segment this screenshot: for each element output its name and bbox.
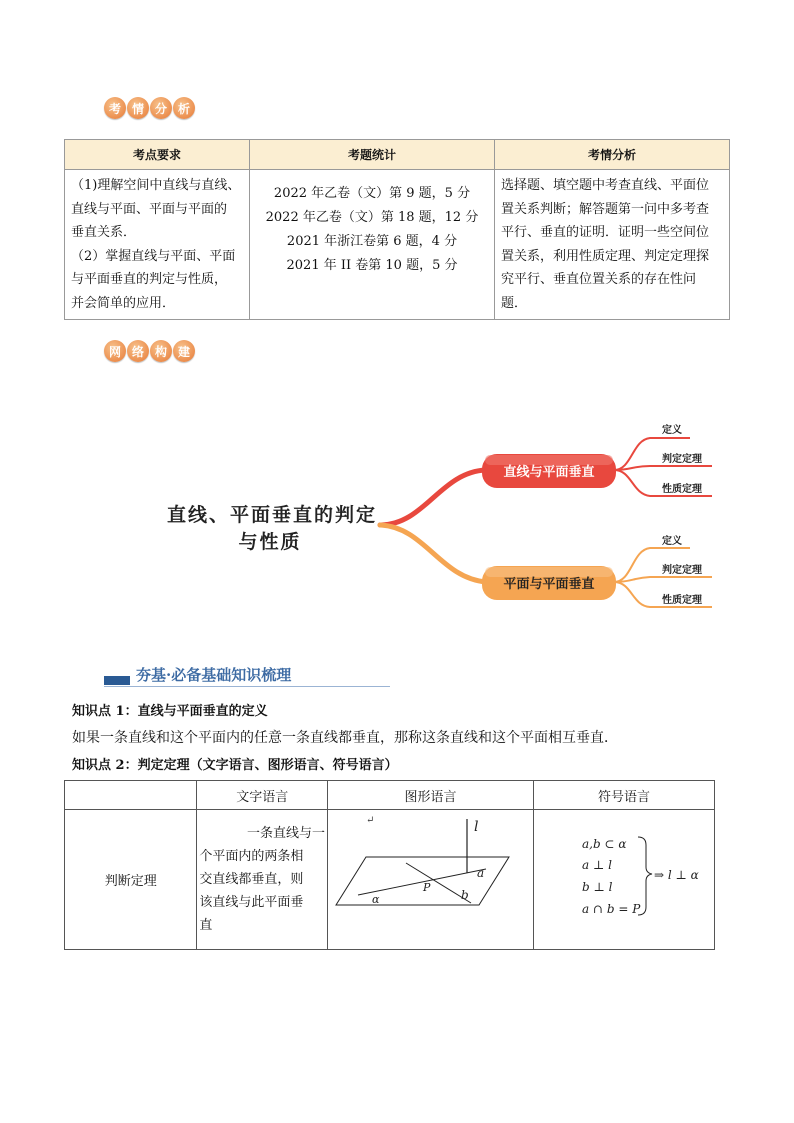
header-text-language: 文字语言	[197, 781, 328, 810]
mindmap-center-line1: 直线、平面垂直的判定	[166, 504, 378, 526]
row-label: 判断定理	[65, 810, 197, 950]
stat-line: 2022 年乙卷（文）第 9 题，5 分	[273, 186, 471, 201]
theorem-table	[64, 780, 715, 950]
leaf-criterion: 判定定理	[662, 454, 702, 465]
badge-char: 络	[127, 340, 149, 362]
figure-cell	[328, 810, 534, 950]
analysis-line: 置关系，利用性质定理、判定定理探	[501, 248, 710, 264]
requirements-cell	[65, 170, 250, 320]
plane-figure	[328, 811, 531, 948]
symbol-expression	[534, 811, 714, 948]
branch-plane-plane-label: 平面与平面垂直	[503, 577, 595, 592]
label-a: a	[477, 866, 485, 880]
stat-line: 2021 年 II 卷第 10 题，5 分	[286, 258, 458, 273]
exam-analysis-table	[64, 139, 730, 320]
leaf-connector	[614, 466, 712, 470]
symbol-line: a ⊥ l	[582, 858, 612, 872]
connector-red	[380, 470, 486, 525]
text-line: 个平面内的两条相	[199, 849, 304, 864]
header-blank	[65, 781, 197, 810]
badge-exam-analysis	[104, 97, 195, 119]
section-underline	[104, 686, 390, 687]
analysis-cell	[495, 170, 730, 320]
analysis-line: 选择题、填空题中考查直线、平面位	[501, 178, 710, 193]
label-alpha: α	[372, 893, 380, 906]
header-graphic-language: 图形语言	[328, 781, 534, 810]
return-mark: ↵	[366, 815, 375, 826]
stat-line: 2021 年浙江卷第 6 题，4 分	[286, 234, 458, 249]
conclusion: ⇒ l ⊥ α	[654, 868, 699, 882]
symbol-line: a ∩ b = P	[582, 902, 641, 916]
badge-char: 析	[173, 97, 195, 119]
leaf-definition: 定义	[662, 425, 682, 436]
text-line: 一条直线与一	[247, 826, 326, 841]
knowledge-point-1	[72, 700, 268, 719]
leaf-property: 性质定理	[662, 595, 702, 606]
badge-char: 考	[104, 97, 126, 119]
badge-network	[104, 340, 195, 362]
requirement-line: （2）掌握直线与平面、平面	[71, 248, 236, 264]
kp2-label: 知识点 2：	[72, 758, 138, 773]
statistics-cell	[250, 170, 495, 320]
mindmap-center-line2: 与性质	[238, 531, 302, 553]
text-line: 直	[199, 918, 213, 933]
requirement-line: 与平面垂直的判定与性质，	[71, 272, 228, 287]
badge-char: 分	[150, 97, 172, 119]
badge-char: 构	[150, 340, 172, 362]
label-P: P	[423, 881, 431, 894]
header-requirements: 考点要求	[65, 140, 250, 170]
definition-text: 如果一条直线和这个平面内的任意一条直线都垂直，那称这条直线和这个平面相互垂直．	[72, 730, 618, 746]
header-analysis: 考情分析	[495, 140, 730, 170]
leaf-property: 性质定理	[662, 484, 702, 495]
requirement-line: （1)理解空间中直线与直线、	[71, 178, 241, 193]
badge-char: 情	[127, 97, 149, 119]
requirement-line: 直线与平面、平面与平面的	[71, 201, 228, 217]
section-heading	[104, 664, 390, 688]
badge-char: 网	[104, 340, 126, 362]
branch-line-plane-label: 直线与平面垂直	[503, 465, 595, 480]
kp1-title: 直线与平面垂直的定义	[137, 704, 268, 719]
header-statistics: 考题统计	[250, 140, 495, 170]
kp1-label: 知识点 1：	[72, 704, 138, 719]
section-bar	[104, 676, 130, 685]
text-language-cell	[197, 810, 328, 950]
symbol-line: a,b ⊂ α	[582, 837, 627, 851]
leaf-definition: 定义	[662, 536, 682, 547]
analysis-line: 究平行、垂直位置关系的存在性问	[501, 272, 697, 287]
text-line: 该直线与此平面垂	[199, 895, 304, 910]
text-line: 交直线都垂直，则	[199, 872, 304, 887]
header-symbol-language: 符号语言	[534, 781, 715, 810]
symbol-cell	[534, 810, 715, 950]
symbol-line: b ⊥ l	[582, 880, 613, 894]
leaf-criterion: 判定定理	[662, 565, 702, 576]
stat-line: 2022 年乙卷（文）第 18 题，12 分	[265, 210, 479, 225]
label-b: b	[461, 888, 469, 902]
section-title: 夯基·必备基础知识梳理	[136, 666, 292, 684]
analysis-line: 题．	[501, 295, 528, 311]
leaf-connector	[614, 577, 712, 582]
requirement-line: 垂直关系．	[71, 225, 137, 240]
knowledge-point-2	[72, 754, 398, 773]
analysis-line: 置关系判断；解答题第一问中多考查	[501, 201, 710, 217]
label-l: l	[474, 819, 479, 835]
mind-map	[0, 380, 794, 640]
analysis-line: 平行、垂直的证明．证明一些空间位	[501, 225, 710, 240]
requirement-line: 并会简单的应用．	[71, 295, 176, 311]
badge-char: 建	[173, 340, 195, 362]
kp2-title: 判定定理（文字语言、图形语言、符号语言）	[137, 758, 398, 773]
connector-orange	[380, 525, 486, 582]
